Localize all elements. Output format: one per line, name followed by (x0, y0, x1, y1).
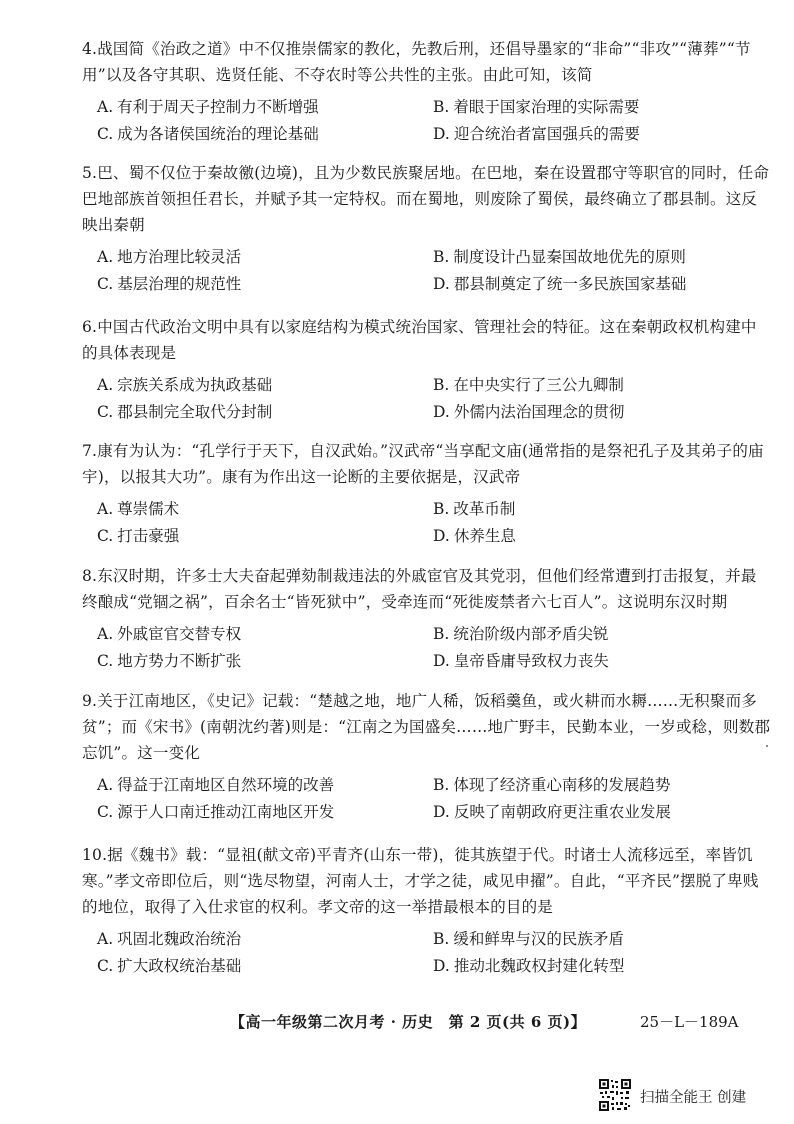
option-c: C. 成为各诸侯国统治的理论基础 (97, 125, 319, 143)
exam-code: 25－L－189A (640, 1013, 739, 1031)
option-d: D. 推动北魏政权封建化转型 (433, 957, 625, 975)
watermark-text: 扫描全能王 创建 (640, 1090, 747, 1106)
option-d: D. 休养生息 (433, 527, 516, 545)
options (82, 94, 772, 148)
question-stem: 6.中国古代政治文明中具有以家庭结构为模式统治国家、管理社会的特征。这在秦朝政权机构建中的具体表现是 (82, 318, 757, 362)
option-b: B. 改革币制 (433, 500, 516, 518)
option-a: A. 有利于周天子控制力不断增强 (97, 98, 319, 116)
question-9 (82, 688, 772, 826)
option-d: D. 迎合统治者富国强兵的需要 (433, 125, 640, 143)
options (82, 496, 772, 550)
options (82, 372, 772, 426)
question-stem: 7.康有为认为：“孔学行于天下，自汉武始。”汉武帝“当享配文庙(通常指的是祭祀孔子及其弟子的庙宇)，以报其大功”。康有为作出这一论断的主要依据是，汉武帝 (82, 442, 764, 486)
question-stem: 9.关于江南地区，《史记》记载：“楚越之地，地广人稀，饭稻羹鱼，或火耕而水耨……无积聚而多贫”；而《宋书》(南朝沈约著)则是：“江南之为国盛矣……地广野丰，民勤本业，一岁或稔，则数郡忘饥”。这一变化 (82, 692, 771, 762)
question-stem: 10.据《魏书》载：“显祖(献文帝)平青齐(山东一带)，徙其族望于代。时诸士人流移远至，率皆饥寒。”孝文帝即位后，则“选尽物望，河南人士，才学之徒，咸见申擢”。自此，“平齐民”摆脱了卑贱的地位，取得了入仕求宦的权利。孝文帝的这一举措最根本的目的是 (82, 846, 759, 916)
option-c: C. 源于人口南迁推动江南地区开发 (97, 803, 335, 821)
option-a: A. 外戚宦官交替专权 (97, 625, 242, 643)
option-a: A. 尊崇儒术 (97, 500, 180, 518)
question-6 (82, 314, 772, 426)
option-d: D. 皇帝昏庸导致权力丧失 (433, 652, 609, 670)
options (82, 244, 772, 298)
option-b: B. 着眼于国家治理的实际需要 (433, 98, 640, 116)
option-b: B. 统治阶级内部矛盾尖锐 (433, 625, 609, 643)
option-a: A. 宗族关系成为执政基础 (97, 376, 273, 394)
options (82, 926, 772, 980)
options (82, 772, 772, 826)
scanner-watermark (598, 1078, 778, 1118)
question-stem: 5.巴、蜀不仅位于秦故徼(边境)，且为少数民族聚居地。在巴地，秦在设置郡守等职官的同时，任命巴地部族首领担任君长，并赋予其一定特权。而在蜀地，则废除了蜀侯，最终确立了郡县制。这反映出秦朝 (82, 164, 770, 234)
question-stem: 8.东汉时期，许多士大夫奋起弹劾制裁违法的外戚宦官及其党羽，但他们经常遭到打击报复，并最终酿成“党锢之祸”，百余名士“皆死狱中”，受牵连而“死徙废禁者六七百人”。这说明东汉时期 (82, 567, 757, 611)
question-5 (82, 160, 772, 298)
option-d: D. 郡县制奠定了统一多民族国家基础 (433, 275, 687, 293)
option-b: B. 体现了经济重心南移的发展趋势 (433, 776, 671, 794)
option-c: C. 地方势力不断扩张 (97, 652, 242, 670)
scan-speck (766, 745, 768, 747)
page-footer (0, 1011, 794, 1033)
options (82, 621, 772, 675)
question-7 (82, 438, 772, 550)
option-a: A. 地方治理比较灵活 (97, 248, 242, 266)
option-c: C. 郡县制完全取代分封制 (97, 403, 273, 421)
qr-code-icon (598, 1078, 632, 1112)
option-a: A. 得益于江南地区自然环境的改善 (97, 776, 335, 794)
question-stem: 4.战国简《治政之道》中不仅推崇儒家的教化，先教后刑，还倡导墨家的“非命”“非攻”“薄葬”“节用”以及各守其职、选贤任能、不夺农时等公共性的主张。由此可知，该简 (82, 40, 751, 84)
option-c: C. 基层治理的规范性 (97, 275, 242, 293)
option-d: D. 外儒内法治国理念的贯彻 (433, 403, 625, 421)
option-b: B. 制度设计凸显秦国故地优先的原则 (433, 248, 686, 266)
option-c: C. 扩大政权统治基础 (97, 957, 242, 975)
option-b: B. 缓和鲜卑与汉的民族矛盾 (433, 930, 624, 948)
question-8 (82, 563, 772, 675)
option-a: A. 巩固北魏政治统治 (97, 930, 242, 948)
footer-title: 【高一年级第二次月考 · 历史 第 2 页(共 6 页)】 (230, 1013, 587, 1031)
question-10 (82, 842, 772, 980)
option-d: D. 反映了南朝政府更注重农业发展 (433, 803, 671, 821)
option-c: C. 打击豪强 (97, 527, 180, 545)
question-4 (82, 36, 772, 148)
option-b: B. 在中央实行了三公九卿制 (433, 376, 624, 394)
